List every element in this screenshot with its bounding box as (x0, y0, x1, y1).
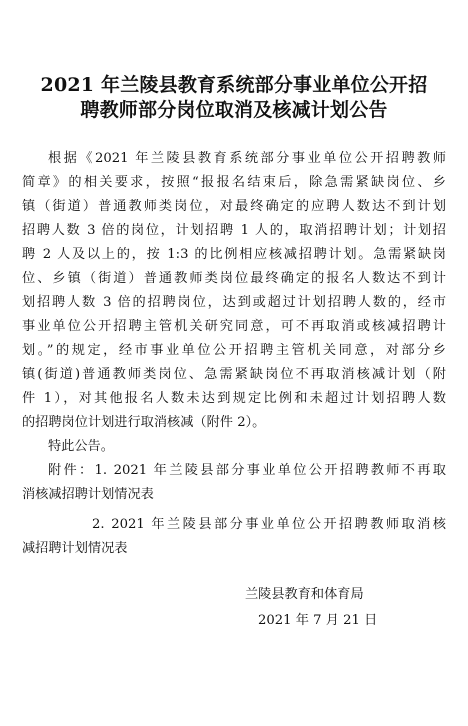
issue-date: 2021 年 7 月 21 日 (258, 613, 378, 628)
paragraph-line: 镇(街道)普通教师类岗位、急需紧缺岗位不再取消核减计划（附 (22, 367, 446, 382)
paragraph-line: 聘 2 人及以上的，按 1:3 的比例相应核减招聘计划。急需紧缺岗 (22, 247, 446, 262)
document-title-line-1: 2021 年兰陵县教育系统部分事业单位公开招 (40, 74, 428, 96)
issuer-name: 兰陵县教育和体育局 (245, 587, 364, 602)
notice-line: 特此公告。 (48, 439, 114, 454)
attachment-2-line-1: 2. 2021 年兰陵县部分事业单位公开招聘教师取消核 (92, 517, 446, 532)
paragraph-line: 简章》的相关要求，按照“报报名结束后，除急需紧缺岗位、乡 (22, 175, 446, 190)
attachment-1-line-2: 消核减招聘计划情况表 (22, 487, 154, 502)
paragraph-line: 镇（街道）普通教师类岗位，对最终确定的应聘人数达不到计划 (22, 199, 446, 214)
paragraph-line: 根据《2021 年兰陵县教育系统部分事业单位公开招聘教师 (48, 151, 446, 166)
paragraph-line: 事业单位公开招聘主管机关研究同意，可不再取消或核减招聘计 (22, 319, 446, 334)
paragraph-line: 位、乡镇（街道）普通教师类岗位最终确定的报名人数达不到计 (22, 271, 446, 286)
paragraph-line: 招聘人数 3 倍的岗位，计划招聘 1 人的，取消招聘计划；计划招 (22, 223, 446, 238)
document-title-line-2: 聘教师部分岗位取消及核减计划公告 (80, 99, 388, 121)
paragraph-line: 件 1），对其他报名人数未达到规定比例和未超过计划招聘人数 (22, 391, 446, 406)
attachment-1-line-1: 附件：1. 2021 年兰陵县部分事业单位公开招聘教师不再取 (48, 463, 446, 478)
paragraph-line: 的招聘岗位计划进行取消核减（附件 2）。 (22, 415, 266, 430)
paragraph-line: 划。”的规定，经市事业单位公开招聘主管机关同意，对部分乡 (22, 343, 446, 358)
attachment-2-line-2: 减招聘计划情况表 (22, 541, 128, 556)
paragraph-line: 划招聘人数 3 倍的招聘岗位，达到或超过计划招聘人数的，经市 (22, 295, 446, 310)
